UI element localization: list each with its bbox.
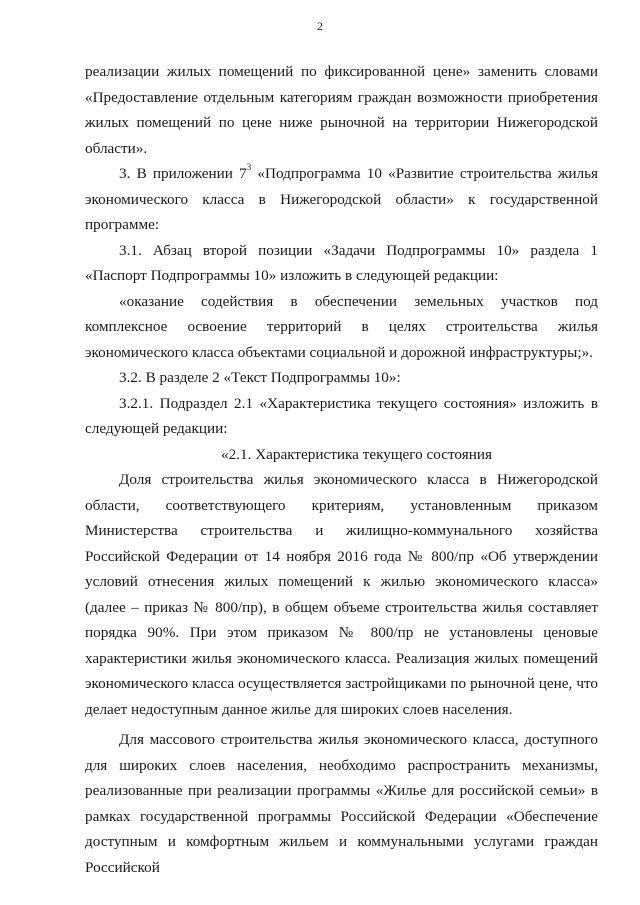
paragraph-item-3-end: «Подпрограмма 10 «Развитие строительства жилья экономического класса в Нижегородской области» к государственной программе: [85,165,598,233]
paragraph-continuation: реализации жилых помещений по фиксированной цене» заменить словами «Предоставление отдельным категориям граждан возможности приобретения жилых помещений по цене ниже рыночной на территории Нижегородской области». [85,63,598,157]
document-body [85,59,598,880]
paragraph-item-3-1: 3.1. Абзац второй позиции «Задачи Подпрограммы 10» раздела 1 «Паспорт Подпрограммы 10» изложить в следующей редакции: [85,241,598,284]
paragraph-body-2: Для массового строительства жилья экономического класса, доступного для широких слоев населения, необходимо распространить механизмы, реализованные при реализации программы «Жилье для российской семьи» в рамках государственной программы Российской Федерации «Обеспечение доступным и комфортным жильем и коммунальными услугами граждан Российской [85,731,598,876]
paragraph-item-3-start: 3. В приложении 7 [119,165,247,182]
superscript: 3 [246,161,252,172]
paragraph-item-3-2: 3.2. В разделе 2 «Текст Подпрограммы 10»: [119,369,401,386]
paragraph-quote: «оказание содействия в обеспечении земельных участков под комплексное освоение территорий в целях строительства жилья экономического класса объектами социальной и дорожной инфраструктуры;». [85,292,598,361]
paragraph-item-3 [85,161,598,238]
paragraph-item-3-2-1: 3.2.1. Подраздел 2.1 «Характеристика текущего состояния» изложить в следующей редакции: [85,394,598,437]
section-heading: «2.1. Характеристика текущего состояния [221,445,492,463]
page-number: 2 [317,19,323,33]
paragraph-body-1: Доля строительства жилья экономического класса в Нижегородской области, соответствующего критериям, установленным приказом Министерства строительства и жилищно-коммунального хозяйства Российской Федерации от 14 ноября 2016 года № 800/пр «Об утверждении условий отнесения жилых помещений к жилью экономического класса» (далее – приказ № 800/пр), в общем объеме строительства жилья составляет порядка 90%. При этом приказом № 800/пр не установлены ценовые характеристики жилья экономического класса. Реализация жилых помещений экономического класса осуществляется застройщиками по рыночной цене, что делает недоступным данное жилье для широких слоев населения. [85,471,598,718]
